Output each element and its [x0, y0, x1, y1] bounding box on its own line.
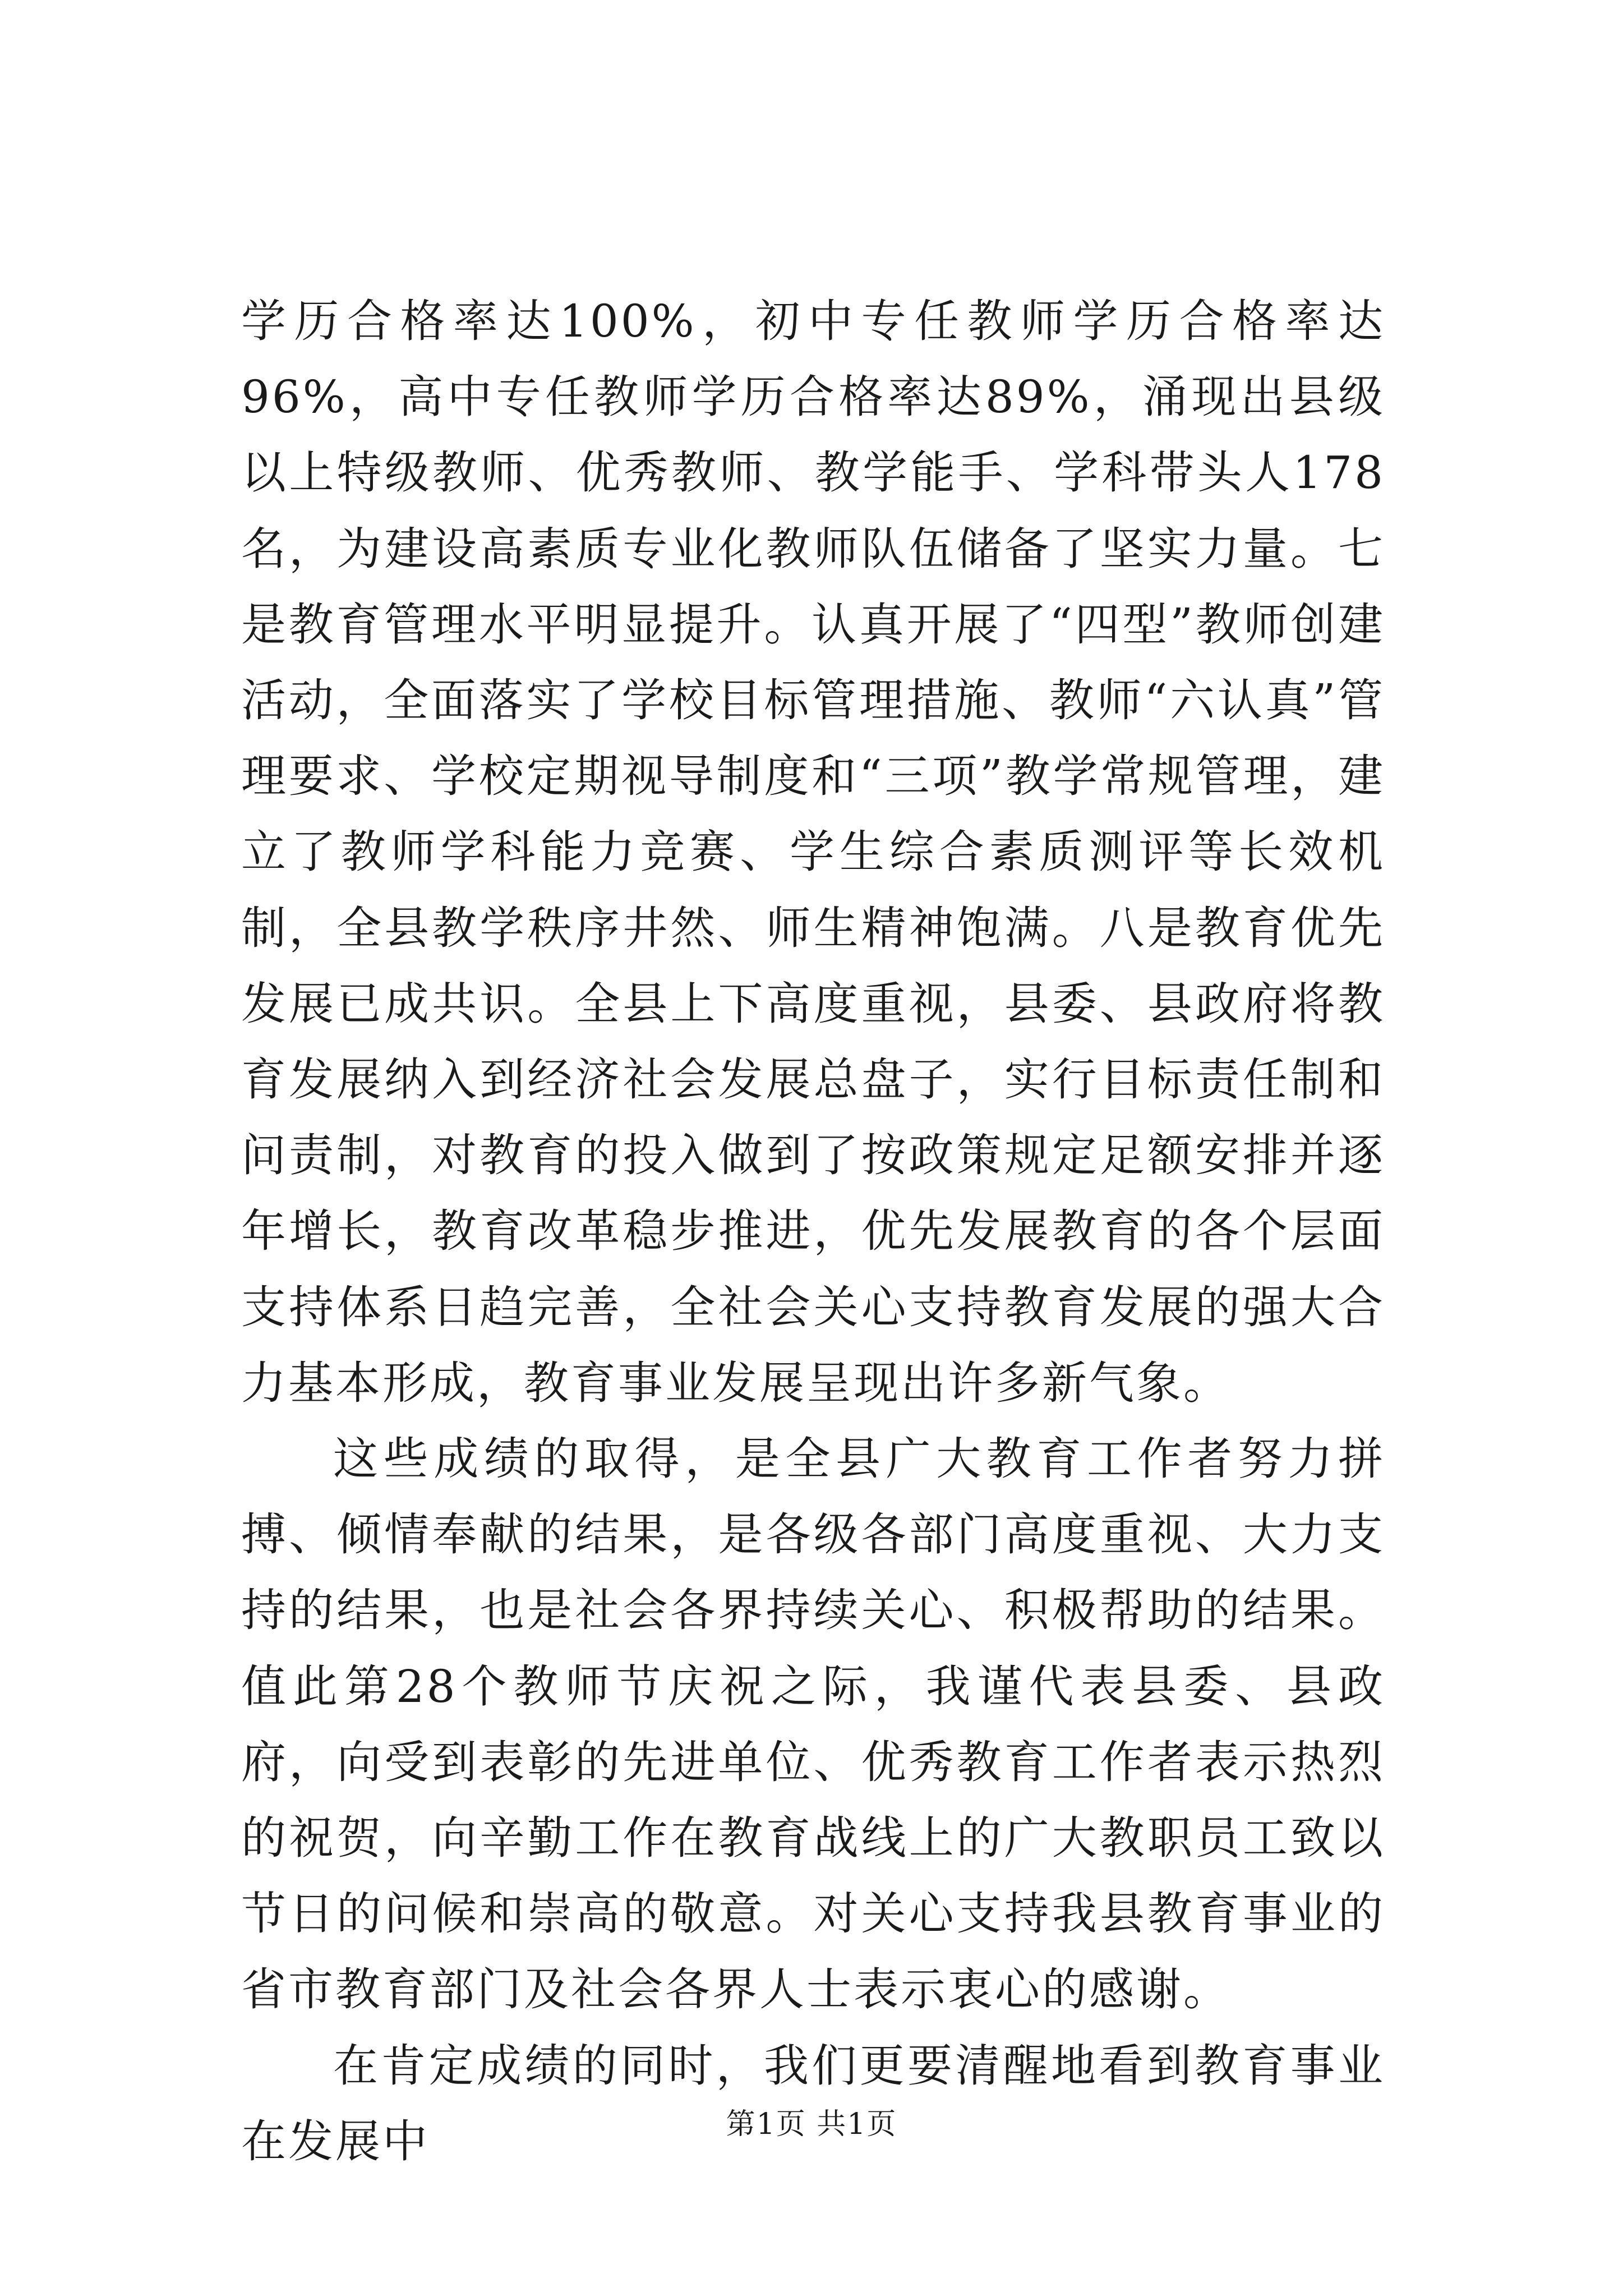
paragraph-3: 在肯定成绩的同时，我们更要清醒地看到教育事业在发展中	[241, 2039, 1385, 2168]
document-body	[241, 283, 1385, 2179]
page-footer: 第1页 共1页	[726, 2108, 897, 2141]
paragraph-1: 学历合格率达100%，初中专任教师学历合格率达96%，高中专任教师学历合格率达89%，涌现出县级以上特级教师、优秀教师、教学能手、学科带头人178名，为建设高素质专业化教师队伍储备了坚实力量。七是教育管理水平明显提升。认真开展了“四型”教师创建活动，全面落实了学校目标管理措施、教师“六认真”管理要求、学校定期视导制度和“三项”教学常规管理，建立了教师学科能力竞赛、学生综合素质测评等长效机制，全县教学秩序井然、师生精神饱满。八是教育优先发展已成共识。全县上下高度重视，县委、县政府将教育发展纳入到经济社会发展总盘子，实行目标责任制和问责制，对教育的投入做到了按政策规定足额安排并逐年增长，教育改革稳步推进，优先发展教育的各个层面支持体系日趋完善，全社会关心支持教育发展的强大合力基本形成，教育事业发展呈现出许多新气象。	[241, 295, 1385, 1409]
paragraph-2: 这些成绩的取得，是全县广大教育工作者努力拼搏、倾情奉献的结果，是各级各部门高度重视、大力支持的结果，也是社会各界持续关心、积极帮助的结果。值此第28个教师节庆祝之际，我谨代表县委、县政府，向受到表彰的先进单位、优秀教育工作者表示热烈的祝贺，向辛勤工作在教育战线上的广大教职员工致以节日的问候和崇高的敬意。对关心支持我县教育事业的省市教育部门及社会各界人士表示衷心的感谢。	[241, 1433, 1385, 2016]
